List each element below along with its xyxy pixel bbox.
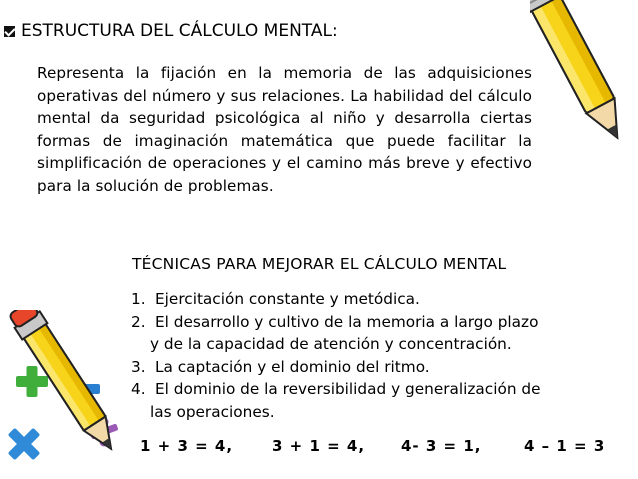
- equation: 4- 3 = 1,: [401, 437, 482, 455]
- list-item-text: El dominio de la reversibilidad y generalización de: [155, 380, 541, 398]
- list-item-text: La captación y el dominio del ritmo.: [155, 357, 430, 376]
- plus-icon: [16, 366, 48, 397]
- list-item-number: 2.: [131, 312, 146, 331]
- slide-title: [4, 21, 338, 41]
- checkbox-bullet-icon: [4, 26, 15, 37]
- list-item: [131, 311, 611, 334]
- list-item-number: 3.: [131, 357, 146, 376]
- list-item: [131, 356, 611, 379]
- list-item-continuation: y de la capacidad de atención y concentración.: [150, 335, 512, 353]
- equation: 1 + 3 = 4,: [140, 437, 234, 455]
- list-item: [131, 378, 611, 401]
- list-item-number: 4.: [131, 380, 146, 398]
- list-item-text: El desarrollo y cultivo de la memoria a largo plazo: [155, 312, 539, 331]
- equation: 4 – 1 = 3: [524, 437, 606, 455]
- techniques-heading: TÉCNICAS PARA MEJORAR EL CÁLCULO MENTAL: [132, 255, 507, 273]
- pencil-illustration: [530, 0, 638, 150]
- list-item-text: Ejercitación constante y metódica.: [155, 290, 420, 308]
- equation: 3 + 1 = 4,: [272, 437, 366, 455]
- intro-paragraph: Representa la fijación en la memoria de las adquisiciones operativas del número y sus relaciones. La habilidad del cálculo mental da seguridad psicológica al niño y desarrolla ciertas formas de imaginación matemática que puede facilitar la simplificación de operaciones y el camino más breve y efectivo para la solución de problemas.: [37, 64, 532, 195]
- math-symbols-pencil-illustration: [0, 310, 140, 479]
- list-item: [131, 288, 611, 311]
- title-text: ESTRUCTURA DEL CÁLCULO MENTAL:: [21, 21, 338, 41]
- times-icon: [0, 419, 49, 470]
- list-item-continuation: las operaciones.: [150, 402, 275, 421]
- list-item-number: 1.: [131, 290, 146, 308]
- techniques-list: [131, 288, 611, 423]
